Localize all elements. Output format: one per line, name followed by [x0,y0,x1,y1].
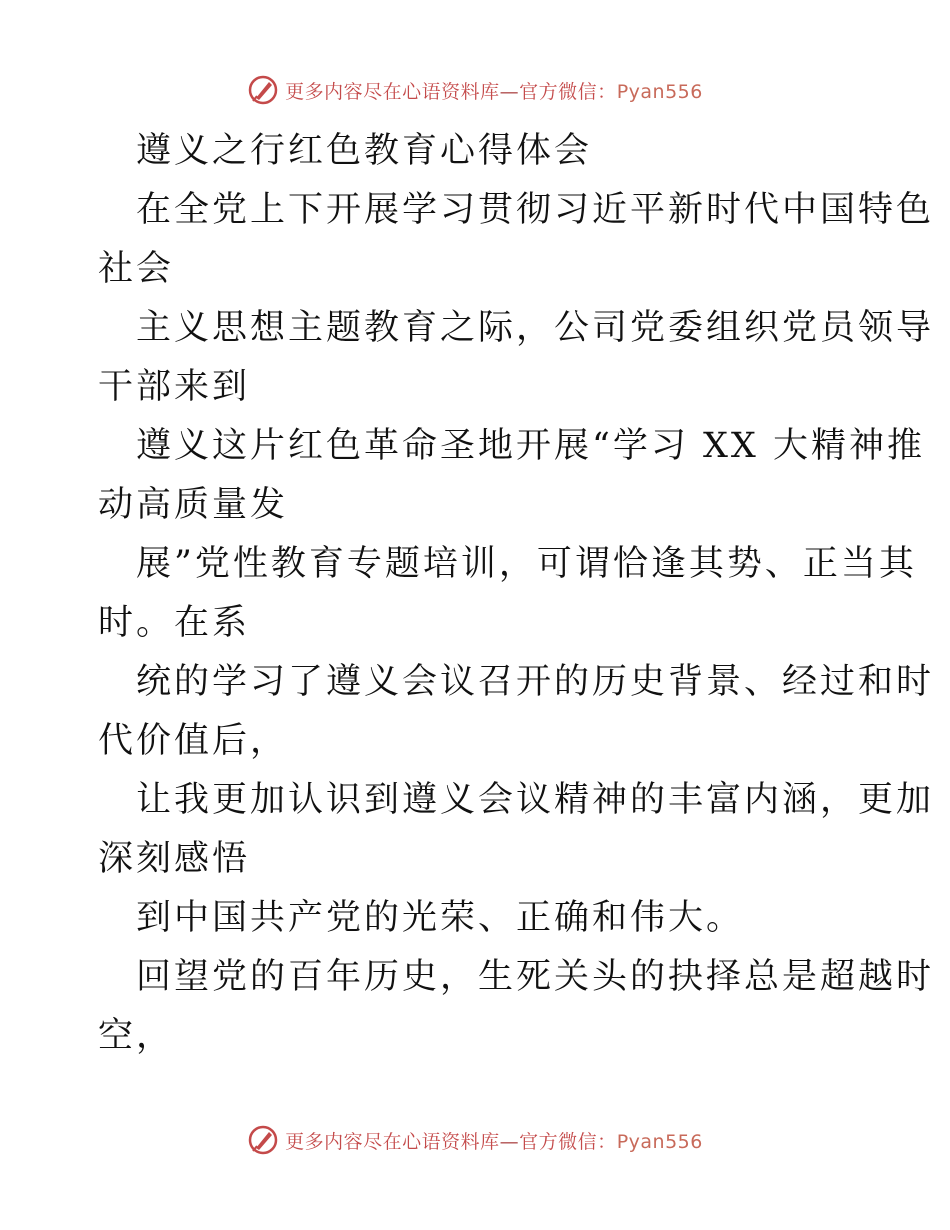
paragraph-line: 干部来到 [98,367,251,407]
paragraph-line: 时。在系 [98,603,251,643]
paragraph-line: 深刻感悟 [98,839,251,879]
quill-pen-logo-icon [247,74,279,106]
paragraph-line: 代价值后， [98,721,289,761]
paragraph-line: 回望党的百年历史，生死关头的抉择总是超越时 [136,957,935,997]
paragraph-line: 统的学习了遵义会议召开的历史背景、经过和时 [136,662,935,702]
banner-separator: — [499,1130,520,1153]
paragraph-line: 动高质量发 [98,485,289,525]
paragraph-line: 展”党性教育专题培训，可谓恰逢其势、正当其 [136,544,917,584]
document-title: 遵义之行红色教育心得体会 [136,131,593,171]
paragraph-line: 社会 [98,249,175,289]
banner-wechat-label: 官方微信： [519,80,617,103]
banner-separator: — [499,80,520,103]
paragraph-line: 让我更加认识到遵义会议精神的丰富内涵，更加 [136,780,935,820]
document-body [98,122,935,1066]
paragraph-line: 在全党上下开展学习贯彻习近平新时代中国特色 [136,190,935,230]
banner-wechat-label: 官方微信： [519,1130,617,1153]
banner-brand: 更多内容尽在心语资料库 [285,80,500,103]
banner-wechat-id: Pyan556 [616,80,703,103]
paragraph-line: 遵义这片红色革命圣地开展“学习 XX 大精神推 [136,426,925,466]
banner-text [285,77,703,104]
paragraph-line: 主义思想主题教育之际，公司党委组织党员领导 [136,308,935,348]
paragraph-line: 空， [98,1016,175,1056]
footer-banner [0,1120,950,1160]
quill-pen-logo-icon [247,1124,279,1156]
banner-text [285,1127,703,1154]
banner-brand: 更多内容尽在心语资料库 [285,1130,500,1153]
header-banner [0,70,950,110]
paragraph-line: 到中国共产党的光荣、正确和伟大。 [136,898,745,938]
banner-wechat-id: Pyan556 [616,1130,703,1153]
